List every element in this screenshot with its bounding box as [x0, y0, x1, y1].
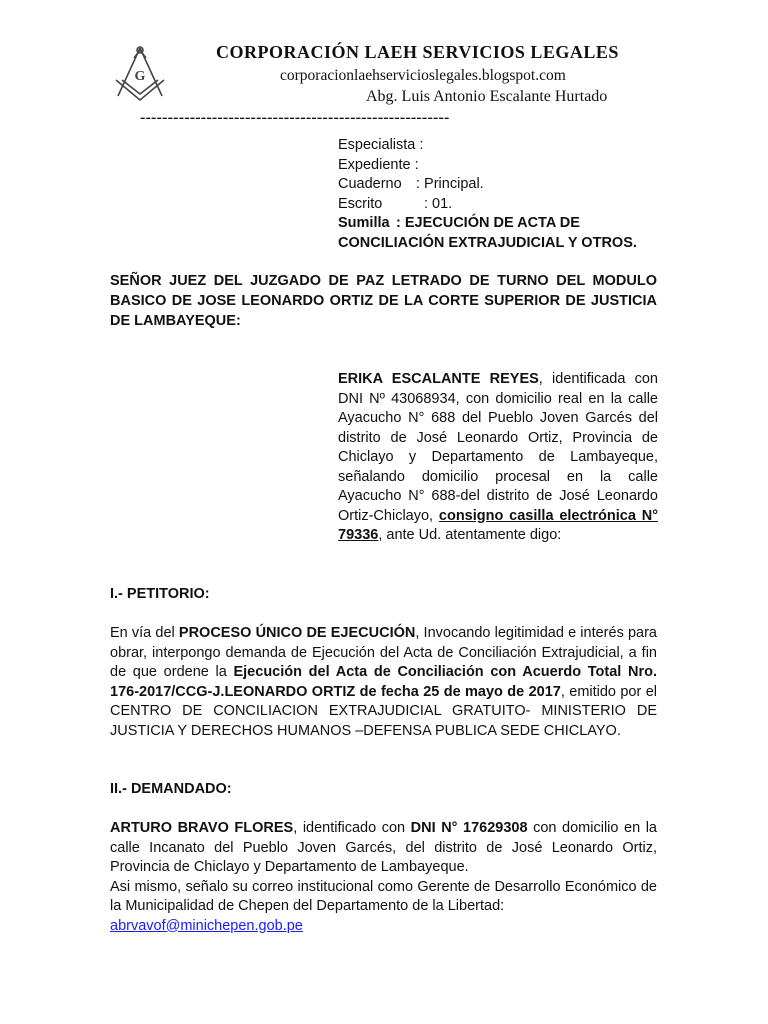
casilla-electronica: consigno casilla electrónica N° 79336	[338, 507, 658, 543]
especialista-line: Especialista :	[338, 137, 424, 153]
petitorio-text-1: En vía del	[110, 625, 179, 641]
acta-reference: Ejecución del Acta de Conciliación con Acuerdo Total Nro. 176-2017/CCG-J.LEONARDO ORTIZ de fecha 25 de mayo de 2017	[110, 664, 657, 700]
cuaderno-line	[338, 175, 637, 195]
firm-name: CORPORACIÓN LAEH SERVICIOS LEGALES	[216, 42, 619, 62]
escrito-value: : 01.	[424, 195, 453, 212]
petitorio-text-3: , emitido por el CENTRO DE CONCILIACION EXTRAJUDICIAL GRATUITO- MINISTERIO DE JUSTICIA Y DERECHOS HUMANOS –DEFENSA PUBLICA SEDE CHICLAYO.	[110, 683, 657, 739]
masonic-logo-icon	[112, 44, 168, 104]
proceso-label: PROCESO ÚNICO DE EJECUCIÓN	[178, 625, 416, 641]
demandado-paragraph	[110, 819, 657, 936]
petitorio-text-2: , Invocando legitimidad e interés para obrar, interpongo demanda de Ejecución del Acta de Conciliación Extrajudicial, a fin de que ordene la	[110, 625, 657, 680]
petitioner-closing: , ante Ud. atentamente digo:	[378, 527, 562, 543]
sumilla-label: Sumilla	[338, 215, 390, 231]
sumilla-text-1: : EJECUCIÓN DE ACTA DE	[396, 215, 580, 231]
petitioner-block	[338, 370, 658, 546]
sumilla-text-2: CONCILIACIÓN EXTRAJUDICIAL Y OTROS.	[338, 234, 637, 251]
header-separator: --------------------------------------------------------	[140, 109, 450, 126]
petitorio-heading: I.- PETITORIO:	[110, 586, 210, 602]
demandado-dni: DNI N° 17629308	[410, 820, 528, 836]
cuaderno-value: : Principal.	[416, 176, 484, 192]
demandado-heading: II.- DEMANDADO:	[110, 781, 232, 797]
case-details	[338, 136, 637, 253]
petitioner-details: , identificada con DNI Nº 43068934, con domicilio real en la calle Ayacucho N° 688 del Pueblo Joven Garcés del distrito de José Leonardo Ortiz, Provincia de Chiclayo y Departamento de Lambayeque, señalando domicilio procesal en la calle Ayacucho N° 688-del distrito de José Leonardo Ortiz-Chiclayo,	[338, 371, 659, 524]
logo-letter: G	[134, 69, 146, 84]
demandado-text-3: Asi mismo, señalo su correo institucional como Gerente de Desarrollo Económico de la Municipalidad de Chepen del Departamento de la Libertad:	[110, 878, 657, 914]
blog-address: corporacionlaehservicioslegales.blogspot.com	[280, 67, 566, 84]
demandado-name: ARTURO BRAVO FLORES	[110, 820, 294, 836]
escrito-line	[338, 195, 637, 215]
email-link[interactable]: abrvavof@minichepen.gob.pe	[110, 917, 303, 934]
petitioner-name: ERIKA ESCALANTE REYES	[338, 371, 539, 387]
expediente-line: Expediente :	[338, 156, 419, 173]
demandado-text-2: con domicilio en la calle Incanato del Pueblo Joven Garcés, del distrito de José Leonardo Ortiz, Provincia de Chiclayo y Departamento de Lambayeque.	[110, 820, 657, 875]
petitorio-paragraph	[110, 624, 657, 741]
demandado-text-1: , identificado con	[293, 820, 411, 836]
cuaderno-label: Cuaderno	[338, 176, 402, 192]
escrito-label: Escrito	[338, 195, 383, 212]
lawyer-name: Abg. Luis Antonio Escalante Hurtado	[366, 88, 608, 105]
judge-address: SEÑOR JUEZ DEL JUZGADO DE PAZ LETRADO DE TURNO DEL MODULO BASICO DE JOSE LEONARDO ORTIZ DE LA CORTE SUPERIOR DE JUSTICIA DE LAMBAYEQUE:	[110, 273, 657, 329]
sumilla-line	[338, 214, 637, 234]
